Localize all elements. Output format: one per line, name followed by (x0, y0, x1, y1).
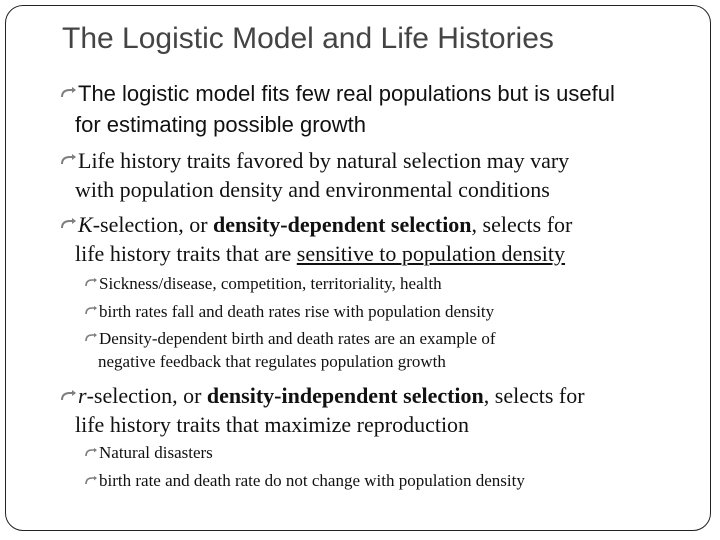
bullet-4-line-2: life history traits that maximize reproduction (75, 412, 470, 437)
slide-title: The Logistic Model and Life Histories (62, 22, 554, 55)
sub-bullet-3-1: Sickness/disease, competition, territoriality, health (99, 274, 442, 293)
curved-arrow-bullet-icon (84, 476, 99, 486)
bullet-4-tail: , selects for (483, 383, 585, 408)
curved-arrow-bullet-icon (84, 278, 99, 288)
bullet-2-line-1: Life history traits favored by natural selection may vary (78, 148, 570, 173)
sub-bullet-4-2: birth rate and death rate do not change with population density (99, 471, 525, 490)
curved-arrow-bullet-icon (60, 390, 78, 402)
bullet-4-line-1 (78, 383, 585, 409)
curved-arrow-bullet-icon (60, 218, 78, 230)
sub-bullet-3-3-line-2: negative feedback that regulates population growth (98, 352, 446, 371)
curved-arrow-bullet-icon (84, 333, 99, 343)
bullet-4-bold-term: density-independent selection (206, 383, 484, 408)
curved-arrow-bullet-icon (84, 448, 99, 458)
underlined-phrase: sensitive to population density (296, 241, 566, 266)
curved-arrow-bullet-icon (60, 154, 78, 166)
bullet-3-tail: , selects for (471, 212, 573, 237)
bullet-3-line-2-text: life history traits that are (75, 241, 297, 266)
k-letter: K (78, 212, 93, 237)
curved-arrow-bullet-icon (60, 87, 78, 99)
bullet-3-line-2 (75, 241, 565, 267)
bullet-3-line-1 (78, 212, 572, 238)
bullet-1-line-2: for estimating possible growth (75, 112, 367, 137)
sub-bullet-3-2: birth rates fall and death rates rise with population density (99, 302, 495, 321)
sub-bullet-4-1: Natural disasters (99, 443, 213, 462)
curved-arrow-bullet-icon (84, 306, 99, 316)
bullet-2-line-2: with population density and environmental conditions (75, 177, 550, 202)
bullet-4-text: -selection, or (86, 383, 207, 408)
bullet-3-text: -selection, or (92, 212, 214, 237)
r-letter: r (78, 383, 87, 408)
sub-bullet-3-3: Density-dependent birth and death rates are an example of (99, 329, 496, 348)
bullet-3-bold-term: density-dependent selection (213, 212, 472, 237)
bullet-1-line-1: The logistic model fits few real populations but is useful (78, 81, 615, 106)
